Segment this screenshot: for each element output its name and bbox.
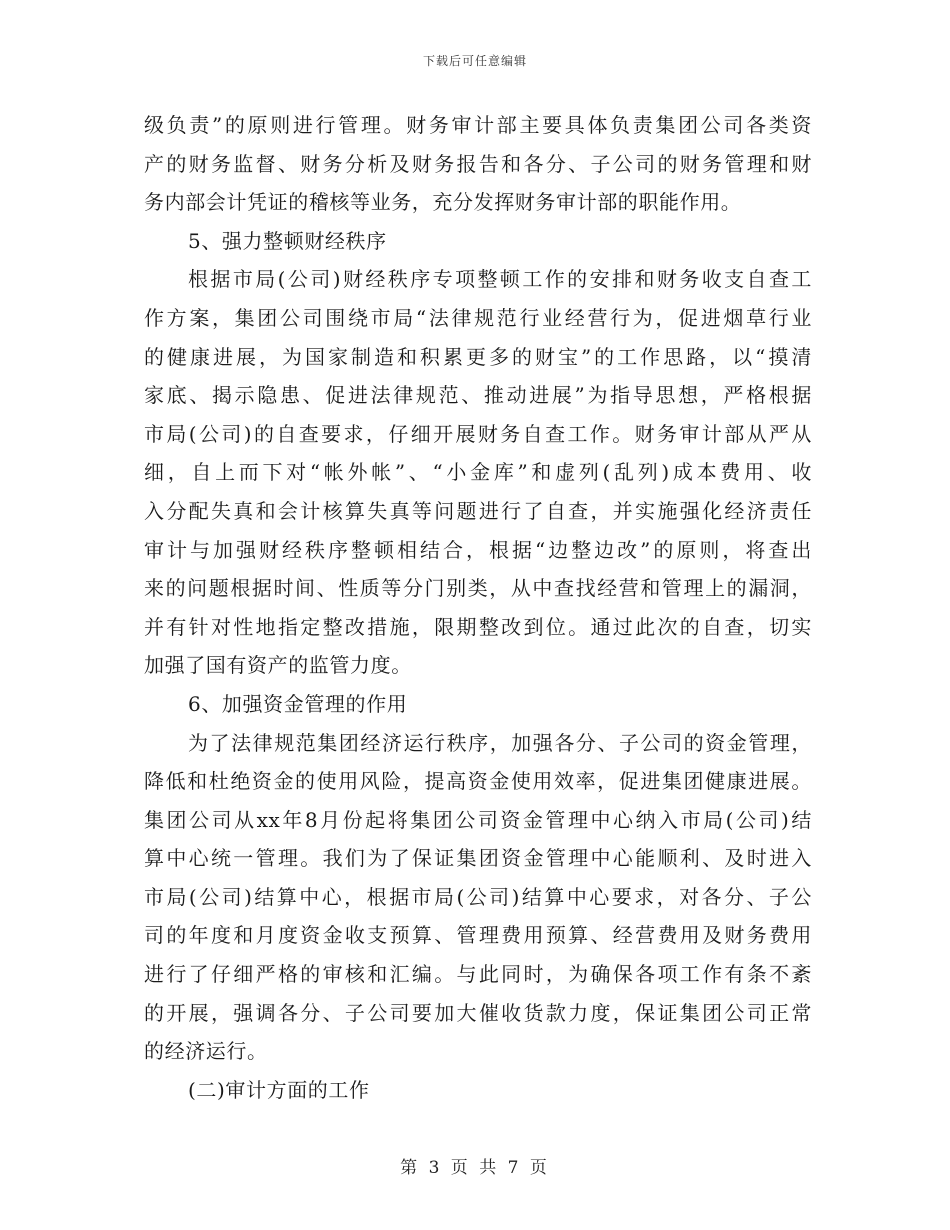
document-body <box>144 106 812 1109</box>
text-line: 务内部会计凭证的稽核等业务，充分发挥财务审计部的职能作用。 <box>144 190 742 215</box>
text-line: 审计与加强财经秩序整顿相结合，根据“边整边改”的原则，将查出 <box>144 537 812 562</box>
text-line: 并有针对性地指定整改措施，限期整改到位。通过此次的自查，切实 <box>144 614 812 639</box>
text-line: 来的问题根据时间、性质等分门别类，从中查找经营和管理上的漏洞， <box>144 576 812 601</box>
page-number: 第 3 页 共 7 页 <box>400 1158 550 1178</box>
section-heading: 5、强力整顿财经秩序 <box>188 228 387 253</box>
text-line: 根据市局(公司)财经秩序专项整顿工作的安排和财务收支自查工 <box>188 267 812 292</box>
text-line: 集团公司从xx年8月份起将集团公司资金管理中心纳入市局(公司)结 <box>144 807 812 832</box>
text-line: 入分配失真和会计核算失真等问题进行了自查，并实施强化经济责任 <box>144 498 812 523</box>
section-heading: 6、加强资金管理的作用 <box>188 691 408 716</box>
text-line: 产的财务监督、财务分析及财务报告和各分、子公司的财务管理和财 <box>144 151 812 176</box>
text-line: 市局(公司)的自查要求，仔细开展财务自查工作。财务审计部从严从 <box>144 421 812 446</box>
text-line: 细，自上而下对“帐外帐”、“小金库”和虚列(乱列)成本费用、收 <box>144 460 812 485</box>
text-line: 的健康进展，为国家制造和积累更多的财宝”的工作思路，以“摸清 <box>144 344 812 369</box>
text-line: 进行了仔细严格的审核和汇编。与此同时，为确保各项工作有条不紊 <box>144 962 812 987</box>
text-line: 市局(公司)结算中心，根据市局(公司)结算中心要求，对各分、子公 <box>144 884 812 909</box>
text-line: 加强了国有资产的监管力度。 <box>144 653 412 678</box>
text-line: 为了法律规范集团经济运行秩序，加强各分、子公司的资金管理， <box>188 730 812 755</box>
text-line: 司的年度和月度资金收支预算、管理费用预算、经营费用及财务费用 <box>144 923 812 948</box>
text-line: 算中心统一管理。我们为了保证集团资金管理中心能顺利、及时进入 <box>144 846 812 871</box>
text-line: 作方案，集团公司围绕市局“法律规范行业经营行为，促进烟草行业 <box>144 305 812 330</box>
section-heading: (二)审计方面的工作 <box>188 1077 370 1102</box>
text-line: 家底、揭示隐患、促进法律规范、推动进展”为指导思想，严格根据 <box>144 383 812 408</box>
text-line: 级负责”的原则进行管理。财务审计部主要具体负责集团公司各类资 <box>144 113 812 137</box>
text-line: 降低和杜绝资金的使用风险，提高资金使用效率，促进集团健康进展。 <box>144 769 812 794</box>
text-line: 的开展，强调各分、子公司要加大催收货款力度，保证集团公司正常 <box>144 1000 812 1025</box>
text-line: 的经济运行。 <box>144 1039 268 1064</box>
page-header: 下载后可任意编辑 <box>422 54 527 68</box>
